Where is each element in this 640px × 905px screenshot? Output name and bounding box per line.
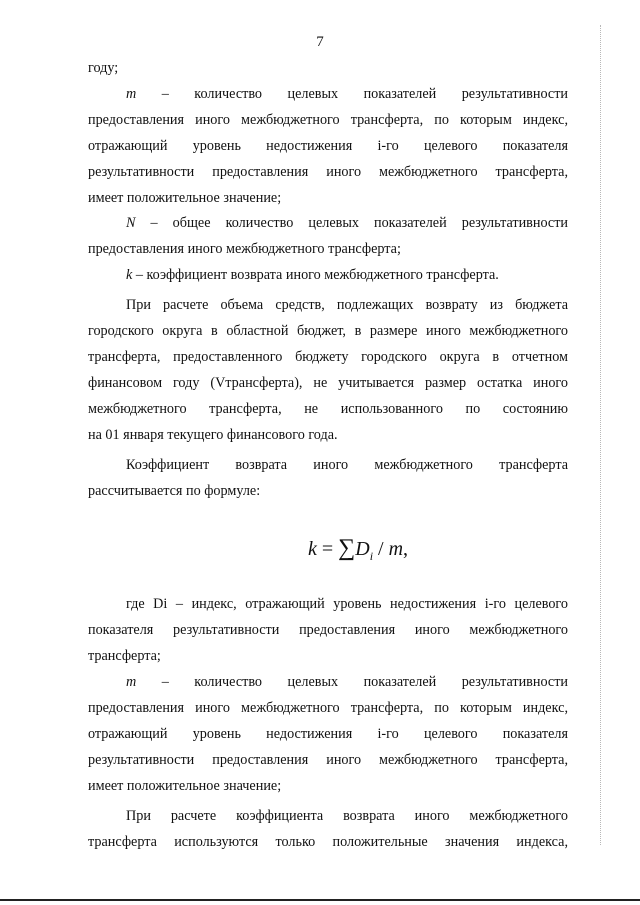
variable-m: m (126, 674, 137, 691)
text-line: m – количество целевых показателей результативности (126, 85, 568, 102)
text-line: предоставления иного межбюджетного трансферта, по которым индекс, (88, 700, 568, 717)
text-line: году; (88, 60, 119, 76)
text-line: N – общее количество целевых показателей результативности (126, 215, 568, 232)
variable-k: k (126, 267, 133, 284)
sum-symbol: ∑ (338, 535, 356, 562)
text-line: предоставления иного межбюджетного трансферта, по которым индекс, (88, 111, 568, 128)
text-line: m – количество целевых показателей результативности (126, 674, 568, 691)
text-line: Коэффициент возврата иного межбюджетного трансферта (126, 456, 568, 473)
text-line: отражающий уровень недостижения i-го целевого показателя (88, 137, 568, 154)
text-line: трансферта; (88, 648, 161, 665)
variable-n: N (126, 215, 136, 232)
text-line: где Di – индекс, отражающий уровень недостижения i-го целевого (126, 596, 568, 613)
text-line: финансовом году (Vтрансферта), не учитывается размер остатка иного (88, 374, 568, 391)
text-line: При расчете коэффициента возврата иного межбюджетного (126, 807, 568, 824)
text-line: результативности предоставления иного межбюджетного трансферта, (88, 163, 568, 180)
text-line: отражающий уровень недостижения i-го целевого показателя (88, 725, 568, 742)
text-line: результативности предоставления иного межбюджетного трансферта, (88, 751, 568, 768)
page-number: 7 (316, 34, 324, 50)
scan-edge-marks (600, 25, 602, 845)
text-line: трансферта, предоставленного бюджету городского округа в отчетном (88, 348, 568, 365)
text-line: показателя результативности предоставления иного межбюджетного (88, 622, 568, 639)
text-line: имеет положительное значение; (88, 777, 282, 794)
document-body (88, 56, 568, 855)
text-line: межбюджетного трансферта, не использованного по состоянию (88, 400, 568, 417)
text-line: городского округа в областной бюджет, в размере иного межбюджетного (88, 323, 568, 340)
text-line: k – коэффициент возврата иного межбюджетного трансферта. (126, 267, 499, 284)
text-line: имеет положительное значение; (88, 189, 282, 206)
formula: $k = \sum D_i / m$, (307, 535, 409, 564)
text-line: трансферта используются только положительные значения индекса, (88, 833, 568, 850)
text-line: рассчитывается по формуле: (88, 482, 261, 499)
variable-m: m (126, 85, 137, 102)
text-line: на 01 января текущего финансового года. (88, 426, 338, 443)
text-line: предоставления иного межбюджетного трансферта; (88, 241, 401, 258)
bottom-border-line (0, 899, 640, 901)
text-line: При расчете объема средств, подлежащих возврату из бюджета (126, 297, 568, 314)
